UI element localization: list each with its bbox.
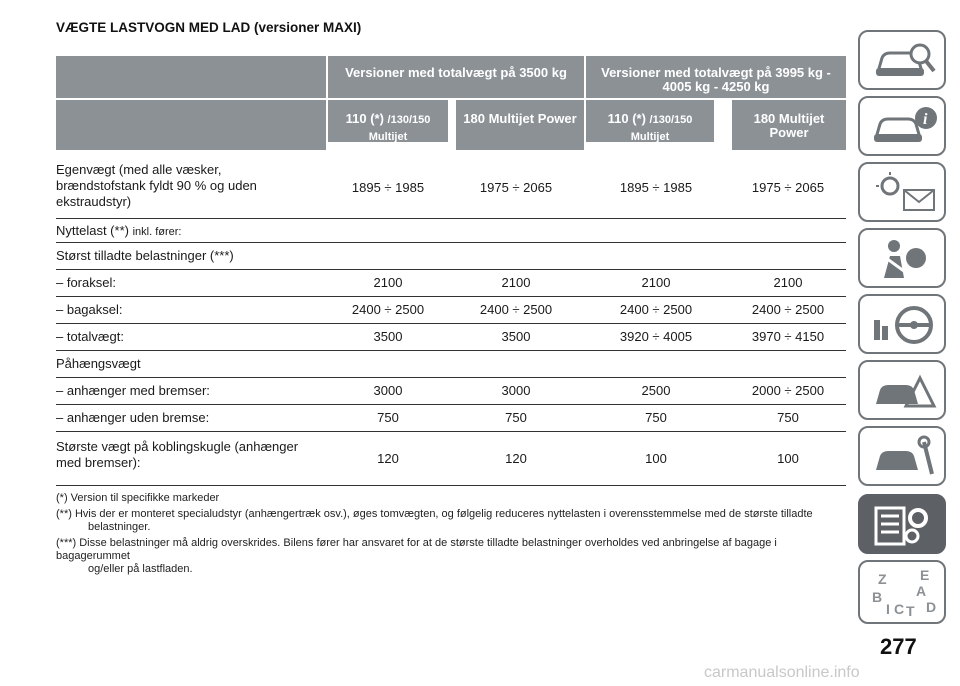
cell-value: 120 [505,451,527,466]
index-letter: E [920,568,930,583]
index-letter: Z [878,571,887,587]
row-label: Størst tilladte belastninger (***) [56,248,234,263]
row-label: – foraksel: [56,275,116,290]
index-letter: A [916,583,927,599]
footnote-2: (**) Hvis der er monteret specialudstyr (anhængertræk osv.), øges tomvægten, og følgelig reduceres nyttelasten i overensstemmelse med de største tilladte belastninger. [56,508,813,533]
table-row [56,404,846,432]
index-letter: T [906,603,915,618]
cell-value: 750 [645,410,667,425]
table-row [56,431,846,486]
cell-value: 750 [377,410,399,425]
table-header-sub [56,100,846,158]
cell-value: 2500 [641,383,671,398]
page-title: VÆGTE LASTVOGN MED LAD (versioner MAXI) [56,20,362,35]
header-group-4250: Versioner med totalvægt på 3995 kg - 4005 kg - 4250 kg [586,56,846,98]
table-row [56,218,846,243]
cell-value: 120 [377,451,399,466]
header-group-3500: Versioner med totalvægt på 3500 kg [328,56,584,98]
cell-value: 1975 ÷ 2065 [479,180,553,195]
table-row [56,350,846,378]
cell-value: 3500 [373,329,403,344]
header-gap-2 [714,100,720,150]
table-row [56,377,846,405]
cell-value: 1895 ÷ 1985 [351,180,425,195]
index-letter: C [894,601,905,617]
cell-value: 3000 [501,383,531,398]
index-letter: B [872,589,883,605]
svg-text:i: i [923,111,928,128]
index-letter: D [926,599,937,615]
table-row [56,269,846,297]
table-row [56,158,846,219]
row-label: – bagaksel: [56,302,123,317]
table-row [56,323,846,351]
cell-value: 1975 ÷ 2065 [751,180,825,195]
cell-value: 2100 [773,275,803,290]
row-label: – anhænger med bremser: [56,383,210,398]
table-header-top [56,56,846,98]
alphabet-index-icon[interactable] [858,560,946,624]
cell-value: 3920 ÷ 4005 [619,329,693,344]
car-wrench-icon[interactable] [858,426,946,486]
index-letter: I [886,601,890,617]
cell-value: 2400 ÷ 2500 [351,302,425,317]
cell-value: 2100 [641,275,671,290]
cell-value: 1895 ÷ 1985 [619,180,693,195]
table-row [56,296,846,324]
cell-value: 750 [777,410,799,425]
car-search-icon[interactable] [858,30,946,90]
cell-value: 2100 [501,275,531,290]
header-blank-2 [56,100,326,150]
header-col4: 180 Multijet Power [732,100,846,150]
airbag-safety-icon[interactable] [858,228,946,288]
page-number: 277 [880,634,917,659]
cell-value: 2400 ÷ 2500 [619,302,693,317]
cell-value: 100 [645,451,667,466]
cell-value: 2400 ÷ 2500 [751,302,825,317]
cell-value: 2100 [373,275,403,290]
cell-value: 2400 ÷ 2500 [479,302,553,317]
footnotes [56,492,846,579]
watermark: carmanualsonline.info [704,664,860,681]
cell-value: 2000 ÷ 2500 [751,383,825,398]
cell-value: 3500 [501,329,531,344]
car-breakdown-icon[interactable] [858,360,946,420]
row-label: – anhænger uden bremse: [56,410,210,425]
table-row [56,242,846,270]
cell-value: 750 [505,410,527,425]
row-label: Nyttelast (**) inkl. fører: [56,223,182,238]
header-col3: 110 (*) /130/150 Multijet [586,100,714,142]
row-label: Egenvægt (med alle væsker, brændstofstank fyldt 90 % og uden ekstraudstyr) [56,162,257,209]
footnote-3: (***) Disse belastninger må aldrig overskrides. Bilens fører har ansvaret for at de største tilladte belastninger overholdes ved anbringelse af bagage i bagagerummet og/eller på lastfladen. [56,537,777,575]
car-info-icon[interactable] [858,96,946,156]
row-label: Største vægt på koblingskugle (anhænger med bremser): [56,439,299,470]
header-col2: 180 Multijet Power [456,100,584,150]
row-label: Påhængsvægt [56,356,141,371]
row-label: – totalvægt: [56,329,124,344]
footnote-1: (*) Version til specifikke markeder [56,492,220,504]
header-blank [56,56,326,98]
cell-value: 3970 ÷ 4150 [751,329,825,344]
warning-lights-icon[interactable] [858,162,946,222]
specs-gear-icon[interactable] [858,494,946,554]
cell-value: 3000 [373,383,403,398]
steering-wheel-icon[interactable] [858,294,946,354]
cell-value: 100 [777,451,799,466]
header-col1: 110 (*) /130/150 Multijet [328,100,448,142]
